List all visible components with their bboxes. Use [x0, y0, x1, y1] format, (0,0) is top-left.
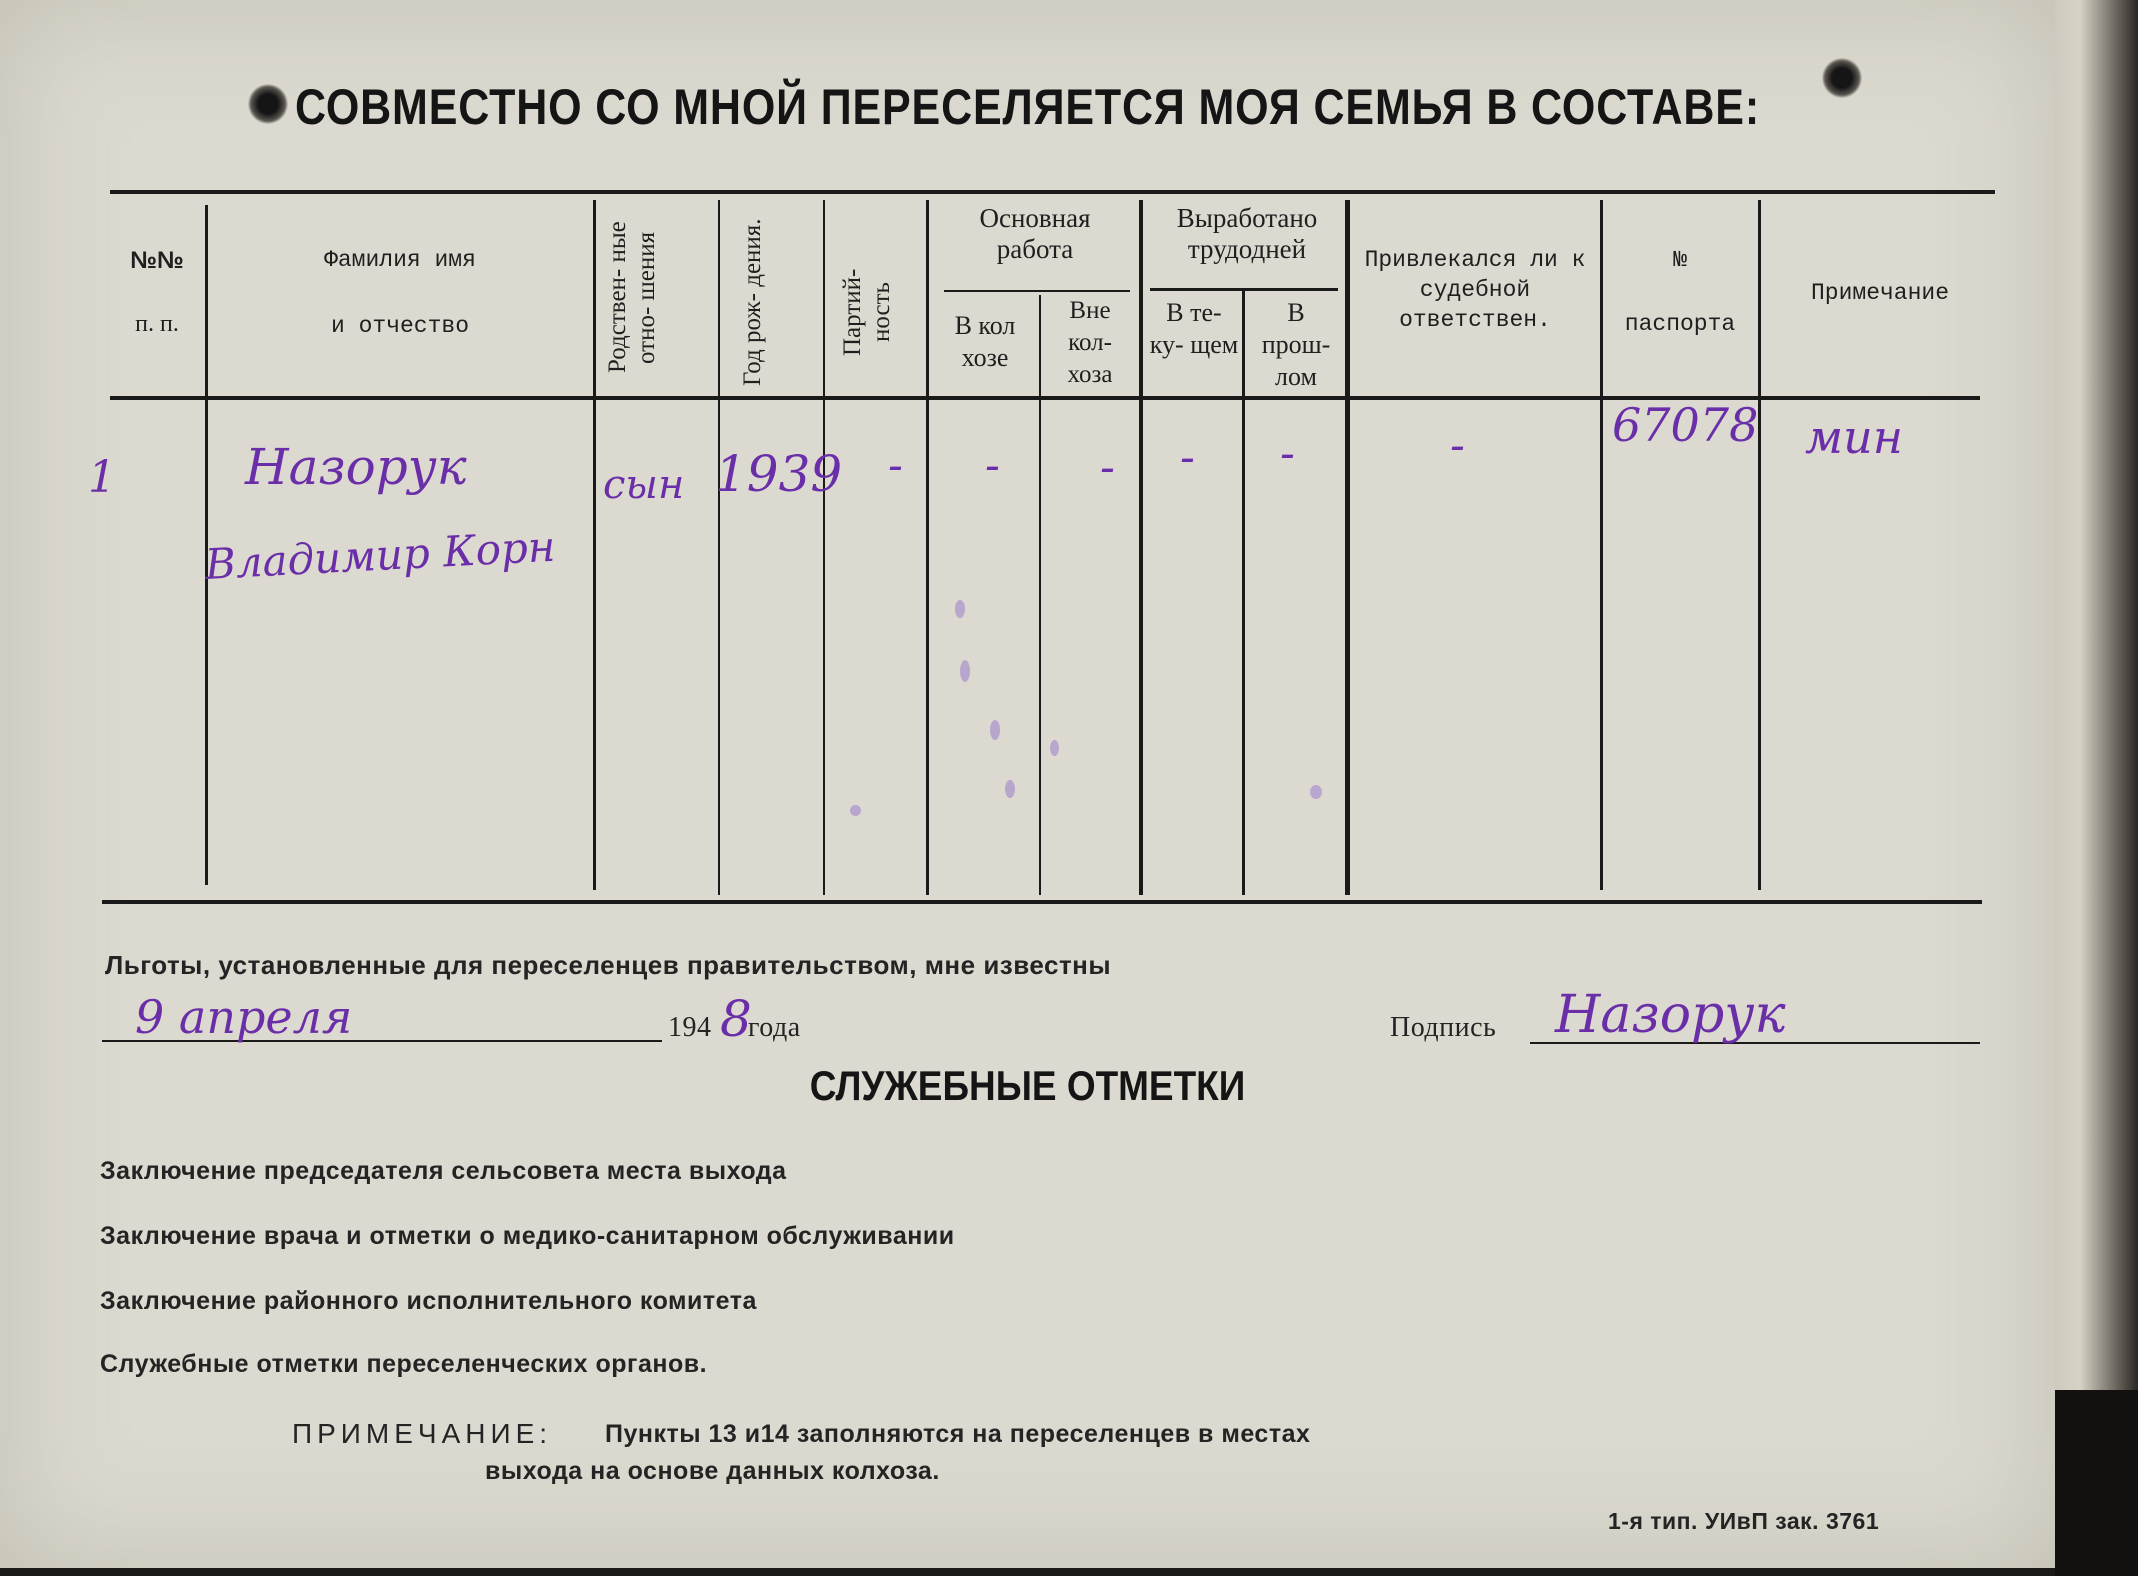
benefits-text: Льготы, установленные для переселенцев правительством, мне известны — [105, 950, 1112, 980]
row-birth-year: 1939 — [715, 445, 843, 503]
row-name-line2: Владимир Корн — [203, 521, 557, 589]
ink-bleed-mark — [960, 660, 970, 682]
row-relation: сын — [603, 462, 685, 508]
ink-bleed-mark — [1050, 740, 1059, 756]
header-main-work — [930, 203, 1140, 265]
header-number — [112, 245, 202, 340]
date-day-month: 9 апреля — [135, 990, 353, 1044]
header-main-work-line2: работа — [996, 234, 1074, 264]
col-divider-10 — [1600, 200, 1603, 890]
header-number-line2: п. п. — [135, 311, 179, 337]
header-note: Примечание — [1810, 280, 1950, 306]
official-marks-title: СЛУЖЕБНЫЕ ОТМЕТКИ — [809, 1062, 1246, 1109]
ink-bleed-mark — [990, 720, 1000, 740]
row-name-line1: Назорук — [245, 438, 467, 496]
header-court: Привлекался ли к судебной ответствен. — [1364, 247, 1586, 333]
official-item-3: Заключение районного исполнительного комитета — [100, 1287, 757, 1315]
row-number: 1 — [88, 452, 116, 503]
col-divider-5 — [926, 200, 929, 895]
col-divider-11 — [1758, 200, 1761, 890]
date-year-prefix: 194 — [668, 1012, 712, 1043]
header-passport-line1: № — [1673, 247, 1687, 273]
header-outside-kolkhoz: Вне кол- хоза — [1067, 297, 1113, 388]
row-party: - — [888, 440, 903, 491]
ink-bleed-mark — [850, 805, 861, 816]
header-current: В те- ку- щем — [1149, 298, 1239, 359]
official-item-4: Служебные отметки переселенческих органов. — [100, 1350, 708, 1378]
header-passport-line2: паспорта — [1624, 311, 1736, 337]
header-past: В прош- лом — [1261, 298, 1331, 391]
header-full-name-line1: Фамилия имя — [324, 247, 476, 273]
col-divider-2 — [593, 200, 596, 890]
header-full-name — [210, 245, 590, 342]
note-line-1: Пункты 13 и14 заполняются на переселенцев в местах — [605, 1420, 1311, 1448]
table-bottom-border — [102, 900, 1982, 904]
scan-fold-shadow — [2055, 1390, 2138, 1576]
col-divider-6 — [1039, 295, 1041, 895]
official-item-2: Заключение врача и отметки о медико-санитарном обслуживании — [100, 1222, 955, 1250]
header-number-line1: №№ — [130, 247, 184, 274]
row-past: - — [1280, 428, 1295, 479]
header-workdays — [1142, 203, 1352, 265]
date-year-digit: 8 — [720, 990, 752, 1048]
date-year-suffix: года — [748, 1012, 801, 1043]
ink-bleed-mark — [1005, 780, 1015, 798]
row-current: - — [1180, 432, 1195, 483]
col-divider-7 — [1139, 200, 1143, 895]
header-full-name-line2: и отчество — [330, 313, 470, 339]
header-workdays-line1: Выработано — [1176, 203, 1318, 233]
page-title: СОВМЕСТНО СО МНОЙ ПЕРЕСЕЛЯЕТСЯ МОЯ СЕМЬЯ В СОСТАВЕ: — [294, 79, 1761, 135]
ink-bleed-mark — [955, 600, 965, 618]
col-divider-3 — [718, 200, 720, 895]
col-divider-9 — [1345, 200, 1350, 895]
row-court: - — [1450, 420, 1465, 471]
header-birth-year: Год рож- дения. — [739, 218, 766, 387]
note-line-2: выхода на основе данных колхоза. — [485, 1457, 940, 1485]
row-outside-kolkhoz: - — [1100, 442, 1115, 493]
ink-bleed-mark — [1310, 785, 1322, 799]
scan-edge — [2055, 0, 2138, 1576]
header-workdays-line2: трудодней — [1187, 234, 1307, 264]
header-relation: Родствен- ные отно- шения — [604, 221, 660, 374]
col-divider-4 — [823, 200, 825, 895]
header-passport — [1605, 245, 1755, 340]
header-party: Партий- ность — [839, 268, 895, 357]
main-work-divider — [944, 290, 1130, 292]
official-item-1: Заключение председателя сельсовета места выхода — [100, 1157, 787, 1185]
header-in-kolkhoz: В кол хозе — [954, 311, 1016, 372]
note-label: ПРИМЕЧАНИЕ: — [292, 1418, 553, 1449]
table-top-border — [110, 190, 1995, 194]
col-divider-8 — [1242, 290, 1245, 895]
signature-label: Подпись — [1390, 1012, 1497, 1043]
row-in-kolkhoz: - — [985, 440, 1000, 491]
row-note: мин — [1805, 410, 1904, 464]
header-main-work-line1: Основная — [979, 203, 1091, 233]
signature-value: Назорук — [1555, 985, 1786, 1045]
printer-imprint: 1-я тип. УИвП зак. 3761 — [1608, 1508, 1880, 1534]
row-passport: 67078 — [1612, 398, 1759, 452]
